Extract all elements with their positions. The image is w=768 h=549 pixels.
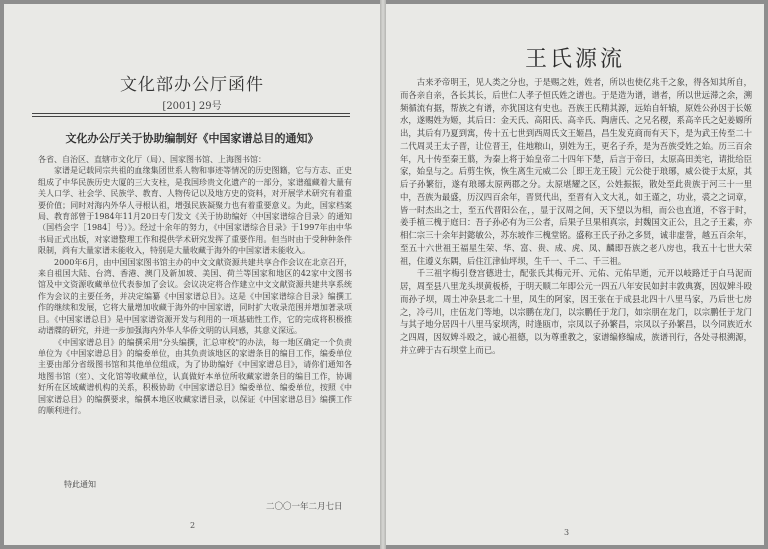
document-number: [2001] 29号 [162, 101, 222, 112]
article-body [400, 76, 752, 357]
body-paragraph-1: 家谱是记载同宗共祖的血缘集团世系人物和事迹等情况的历史图籍，它与方志、正史组成了中华民族历史大厦的三大支柱，是我国珍贵文化遗产的一部分，家谱蕴藏着大量有关人口学、社会学、民族学、教育、人物传记以及地方史的资料，对开展学术研究有着重要价值；同时对海内外华人寻根认祖，增强民族凝聚力也有着重要意义。为此，国家档案局、教育部曾于1984年11月20日专门发文《关于协助编好〈中国家谱综合目录〉的通知（国档会字［1984］号）》。经过十余年的努力，《中国家谱综合目录》于1997年由中华书局正式出版，对家谱整理工作和提供学术研究发挥了重要作用。但当时由于受种种条件限制，尚有大量家谱未能收入，特别是大量收藏于海外的中国家谱未能收入。 [38, 166, 352, 256]
page-number-right: 3 [564, 528, 570, 537]
body-paragraph-2: 2000年6月，由中国国家图书馆主办的中文文献资源共建共享合作会议在北京召开，来自祖国大陆、台湾、香港、澳门及新加坡、美国、荷兰等国家和地区的42家中文图书馆及中文资源收藏单位代表参加了会议。会议决定将合作建立中文文献资源共建共享系统作为会议的主要任务，并决定编纂《中国家谱总目》。这是《中国家谱综合目录》编撰工作的继续和发展，它将大量增加收藏于海外的中国家谱，同时扩大收录范围并增加著录项目。《中国家谱总目》是中国家谱资源开发与利用的一项基础性工作，它的完成将积极推动谱牒的研究，并进一步加强海内外华人华侨文明的认同感，其意义深远。 [38, 257, 352, 336]
left-page [4, 4, 380, 545]
salutation: 各省、自治区、直辖市文化厅（局）、国家图书馆、上海图书馆： [38, 155, 266, 164]
right-page [386, 4, 764, 545]
body-paragraph-3: 《中国家谱总目》的编撰采用"分头编撰，汇总审校"的办法，每一地区确定一个负责单位为《中国家谱总目》的编委单位，由其负责该地区的家谱条目的编目工作，编委单位主要由部分省级图书馆和其他单位组成，为了协助编好《中国家谱总目》，请你们通知各地图书馆（室）、文化馆等收藏单位，认真做好本单位所收藏家谱条目的编目工作，协调好所在区域藏谱机构的关系，积极协助《中国家谱总目》编委单位、编委单位，按照《中国家谱总目》的编撰要求，编撰本地区收藏家谱目录，以保证《中国家谱总目》编撰工作的顺利进行。 [38, 337, 352, 415]
article-title: 王氏源流 [524, 47, 625, 72]
article-paragraph-1: 古来矛帝明王，见人类之分也，于是赐之姓，姓者，所以也使亿兆千之象，得各知其所自，而各亲自亲，各长其长，后世仁人孝子恒氏姓之谱也。于是造为谱，谱者，所以世远滞之余，溯频循流有据，帮族之有谱，亦犹国这有史也。吾族王氏精其源，远始自轩辕，原姓公孙因于长姬水，遂赐姓为姬，其后曰：金天氏、高阳氏、高辛氏、陶唐氏、之兄名稷，系高辛氏之妃姜嫄所出，其后有乃夏到寓，传十五七世到西周氏文王姬昌，昌生发克商而有天下，是为武王传至二十二代周灵王太子晋，让位晋王，住地粮山，别姓为王，更名子乔，是为吾族受姓之始。历三百余年，凡十传至秦王翦，为秦上将于始皇帝二十四年下楚，后言于帝曰，太原高田美宅，请批给臣家，始皇与之。后剪生恢，恢生离生元威二公［即王龙王陵］元公徙于琅琊，威公徙于太原，其后子孙繁衍，遂有琅琊太原两郡之分。太原堪耀之区，公姓振振，散处至此贵族于河三十一里中，吾族为最盛，历汉四百余年，晋贤代出，至晋有入文大礼，如王谨之，功业，裘之之词章，皆一时杰出之士，至五代晋阳公在，，显于汉周之间，天下望以为相，而公也直道，不容于时，姜手植三槐于庭曰：吾子孙必有为三公者，后果子旦果相真宗，封魏国文正公，且之子王素，亦相仁宗三十余年封懿敏公，苏东坡作三槐堂铭。盛称王氏子孙之多贤，诚非虚誉，越五百余年，至五十六世祖王福星生荣、华、富、贵、成、虎、凤、麟即吾族之老八房也，我五十七世大荣祖，住遵义东隅，后住江津仙坪坝，生千一、千二、千三祖。 [400, 77, 752, 266]
header-divider [32, 113, 350, 117]
page-number-left: 2 [190, 521, 196, 530]
closing-line: 特此通知 [64, 480, 96, 489]
article-paragraph-2: 千三祖字梅引登宫德进士，配张氏其梅元开、元佑、元佑早逝，元开以岐路迁于白马泥而居，周至县八里龙头坝黄板桥，于明天顺二年即公元一四五八年安民如封丰敦典赛，因奴婢斗殴而孙子坝，周土冲杂县北二十里，凤生的阿家，因王张在于成县北四十八里马家，乃后世七房之，冷弓川，庄伍龙门等地，以宗鹏在龙门，以宗鹏任于龙门，如宗朋在龙门，以宗鹏任于龙门与其子地分居四十八里马家坝湾，时逢瓯市，宗凤以子孙繁昌，宗凤以子孙繁昌，以今同族近水之四周，因奴婢斗殴之，诚心祖德，以为尊重教之，家谱编修编成，族谱刊行，各处寻根溯源，并立碑于古石坝堂上而已。 [400, 268, 752, 355]
document-header: 文化部办公厅函件 [120, 75, 264, 95]
document-date: 二〇〇一年二月七日 [266, 502, 343, 512]
document-title: 文化办公厅关于协助编制好《中国家谱总目的通知》 [65, 132, 319, 145]
document-body [38, 154, 352, 416]
